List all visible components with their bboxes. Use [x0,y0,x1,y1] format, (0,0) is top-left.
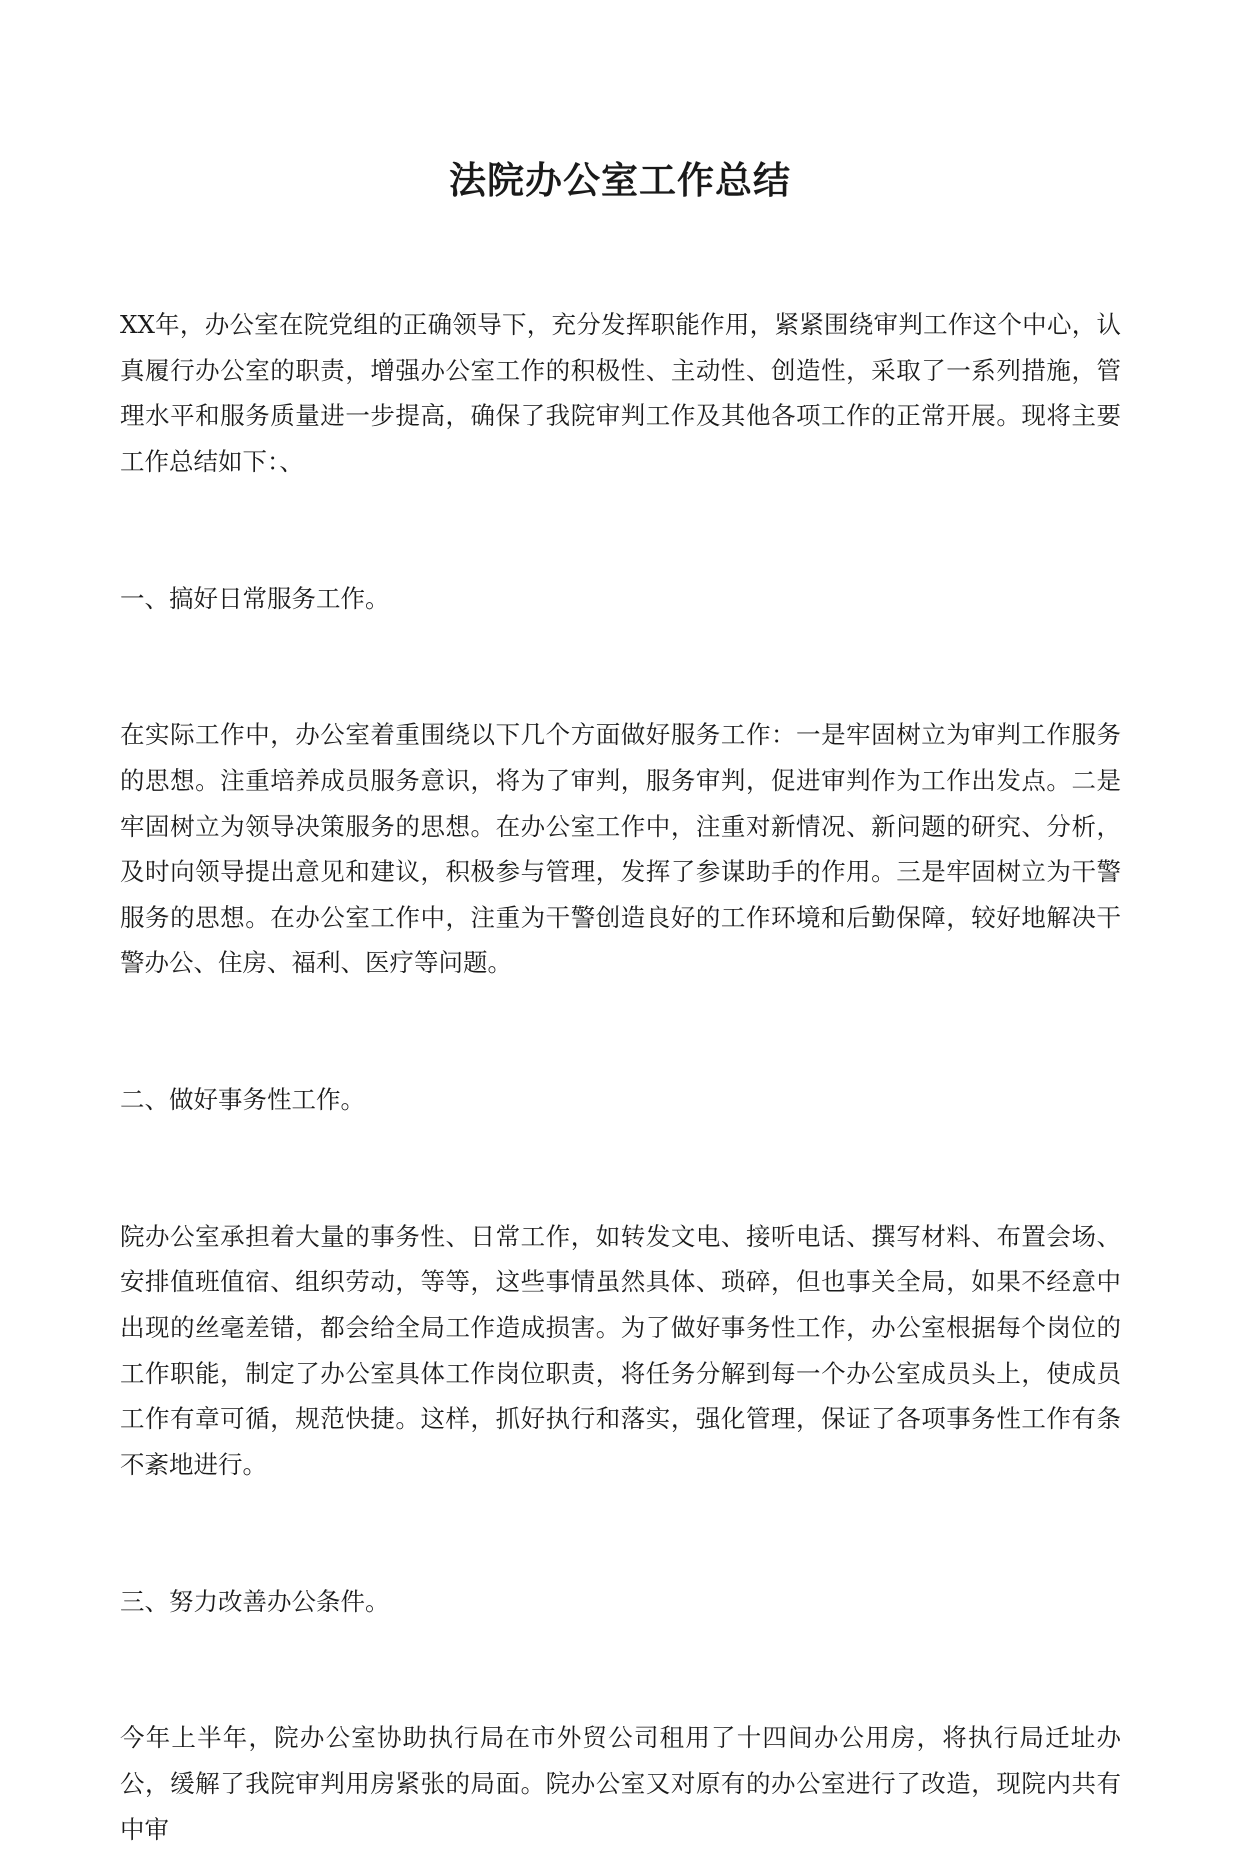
document-title: 法院办公室工作总结 [449,158,791,202]
section-heading-3: 三、努力改善办公条件。 [120,1586,390,1616]
paragraph-gap [120,621,1121,712]
paragraph-gap [120,1123,1121,1214]
section-heading-2: 二、做好事务性工作。 [120,1085,365,1115]
paragraph-section-1: 在实际工作中，办公室着重围绕以下几个方面做好服务工作：一是牢固树立为审判工作服务的思想。注重培养成员服务意识，将为了审判，服务审判，促进审判作为工作出发点。二是牢固树立为领导决策服务的思想。在办公室工作中，注重对新情况、新问题的研究、分析，及时向领导提出意见和建议，积极参与管理，发挥了参谋助手的作用。三是牢固树立为干警服务的思想。在办公室工作中，注重为干警创造良好的工作环境和后勤保障，较好地解决干警办公、住房、福利、医疗等问题。 [120,720,1121,978]
paragraph-gap [120,484,1121,575]
document-body [120,302,1121,1852]
paragraph-section-3: 今年上半年，院办公室协助执行局在市外贸公司租用了十四间办公用房，将执行局迁址办公，缓解了我院审判用房紧张的局面。院办公室又对原有的办公室进行了改造，现院内共有中审 [120,1723,1121,1844]
paragraph-gap [120,986,1121,1077]
section-heading-1: 一、搞好日常服务工作。 [120,583,390,613]
paragraph-gap [120,1624,1121,1715]
paragraph-gap [120,1487,1121,1578]
paragraph-section-2: 院办公室承担着大量的事务性、日常工作，如转发文电、接听电话、撰写材料、布置会场、安排值班值宿、组织劳动，等等，这些事情虽然具体、琐碎，但也事关全局，如果不经意中出现的丝毫差错，都会给全局工作造成损害。为了做好事务性工作，办公室根据每个岗位的工作职能，制定了办公室具体工作岗位职责，将任务分解到每一个办公室成员头上，使成员工作有章可循，规范快捷。这样，抓好执行和落实，强化管理，保证了各项事务性工作有条不紊地进行。 [120,1221,1121,1479]
paragraph-intro: XX年，办公室在院党组的正确领导下，充分发挥职能作用，紧紧围绕审判工作这个中心，认真履行办公室的职责，增强办公室工作的积极性、主动性、创造性，采取了一系列措施，管理水平和服务质量进一步提高，确保了我院审判工作及其他各项工作的正常开展。现将主要工作总结如下：、 [120,310,1121,476]
